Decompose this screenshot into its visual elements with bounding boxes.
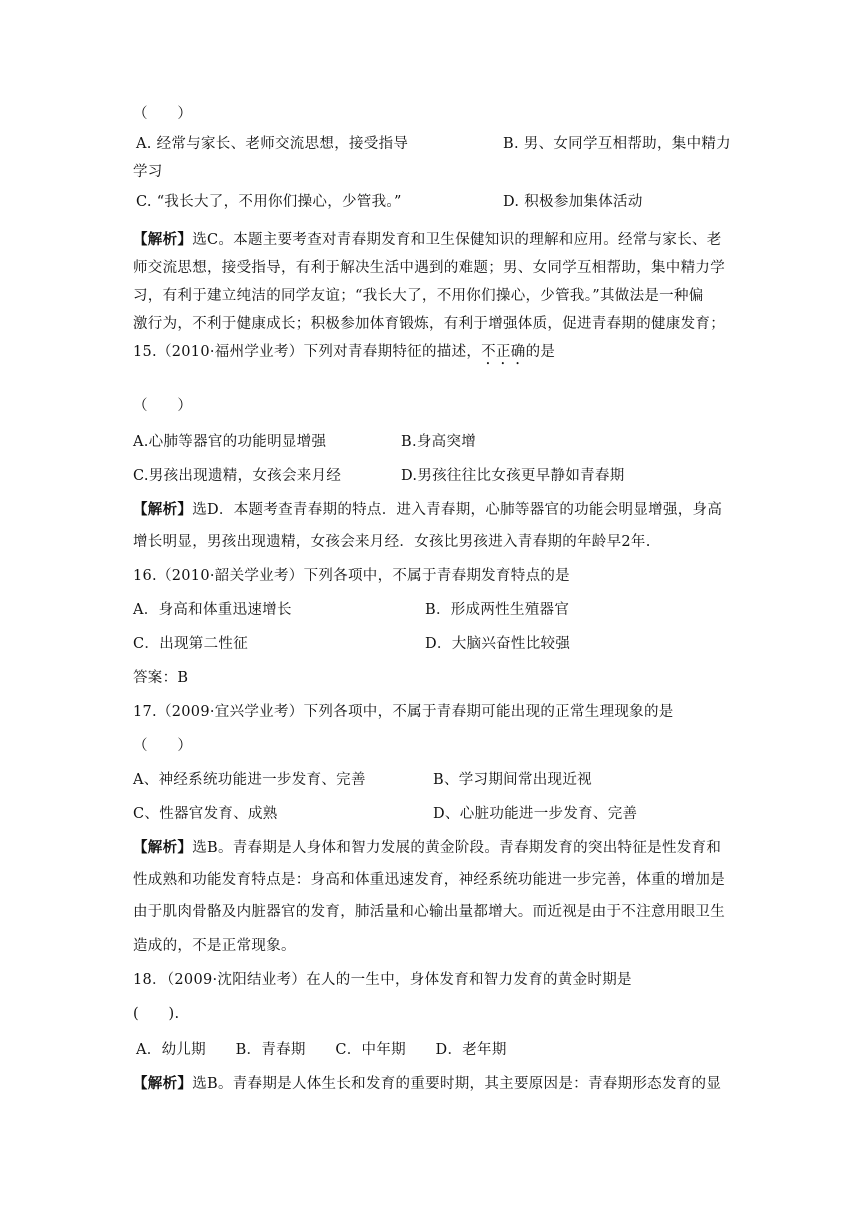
q17-explanation-line4: 造成的，不是正常现象。 (133, 938, 296, 954)
q17-option-b: B、学习期间常出现近视 (433, 772, 592, 788)
q17-stem: 17.（2009·宜兴学业考）下列各项中，不属于青春期可能出现的正常生理现象的是 (133, 704, 674, 720)
q15-emphasis: 不正确 (481, 344, 526, 360)
q16-option-a: A．身高和体重迅速增长 (133, 602, 292, 618)
q17-explanation-line2: 性成熟和功能发育特点是：身高和体重迅速发育，神经系统功能进一步完善，体重的增加是 (133, 872, 725, 888)
q14-paren: （ ） (133, 106, 193, 122)
q15-option-c: C.男孩出现遗精，女孩会来月经 (133, 468, 342, 484)
q14-exp-text-1: 选C。本题主要考查对青春期发育和卫生保健知识的理解和应用。经常与家长、老 (192, 232, 722, 248)
q14-option-b-cont: 学习 (133, 164, 163, 180)
q17-option-d: D、心脏功能进一步发育、完善 (433, 806, 638, 822)
q14-explanation-line1 (133, 230, 722, 250)
q15-paren: （ ） (133, 398, 193, 414)
q17-exp-text-1: 选B。青春期是人身体和智力发展的黄金阶段。青春期发育的突出特征是性发育和 (192, 840, 722, 856)
q14-option-b: B. 男、女同学互相帮助，集中精力 (503, 136, 731, 152)
q15-exp-text-1: 选D．本题考查青春期的特点．进入青春期，心肺等器官的功能会明显增强，身高 (192, 502, 723, 518)
q16-option-b: B．形成两性生殖器官 (425, 602, 570, 618)
q17-paren: （ ） (133, 738, 193, 754)
q15-explanation-line1 (133, 500, 722, 520)
q18-exp-text-1: 选B。青春期是人体生长和发育的重要时期，其主要原因是：青春期形态发育的显 (192, 1076, 722, 1092)
q14-explanation-line4: 激行为，不利于健康成长；积极参加体育锻炼，有利于增强体质，促进青春期的健康发育； (133, 316, 725, 332)
explanation-tag: 【解析】 (133, 839, 193, 856)
q14-explanation-line3: 习，有利于建立纯洁的同学友谊；“我长大了，不用你们操心，少管我。”其做法是一种偏 (133, 288, 704, 304)
q16-option-d: D．大脑兴奋性比较强 (425, 636, 571, 652)
q17-option-c: C、性器官发育、成熟 (133, 806, 278, 822)
q17-explanation-line3: 由于肌肉骨骼及内脏器官的发育，肺活量和心输出量都增大。而近视是由于不注意用眼卫生 (133, 904, 725, 920)
q18-explanation-line1 (133, 1074, 721, 1094)
explanation-tag: 【解析】 (133, 501, 193, 518)
q18-stem: 18．（2009·沈阳结业考）在人的一生中，身体发育和智力发育的黄金时期是 (133, 972, 632, 988)
q18-paren: ( ). (133, 1006, 180, 1022)
q17-explanation-line1 (133, 838, 721, 858)
q14-option-d: D. 积极参加集体活动 (503, 194, 643, 210)
q16-answer: 答案：B (133, 670, 189, 686)
q15-option-a: A.心肺等器官的功能明显增强 (133, 434, 327, 450)
explanation-tag: 【解析】 (133, 231, 193, 248)
q15-stem-end: 的是 (525, 344, 556, 360)
q14-option-a: A. 经常与家长、老师交流思想，接受指导 (136, 136, 409, 152)
q14-explanation-line2: 师交流思想，接受指导，有利于解决生活中遇到的难题；男、女同学互相帮助，集中精力学 (133, 260, 725, 276)
q16-option-c: C．出现第二性征 (133, 636, 248, 652)
q18-options: A．幼儿期 B．青春期 C．中年期 D．老年期 (136, 1042, 507, 1058)
explanation-tag: 【解析】 (133, 1075, 193, 1092)
q15-stem-text: 15.（2010·福州学业考）下列对青春期特征的描述， (133, 344, 482, 360)
q15-explanation-line2: 增长明显，男孩出现遗精，女孩会来月经．女孩比男孩进入青春期的年龄早2年. (133, 534, 651, 550)
q17-option-a: A、神经系统功能进一步发育、完善 (133, 772, 366, 788)
q16-stem: 16.（2010·韶关学业考）下列各项中，不属于青春期发育特点的是 (133, 568, 570, 584)
q15-option-b: B.身高突增 (401, 434, 477, 450)
q15-option-d: D.男孩往往比女孩更早静如青春期 (401, 468, 625, 484)
q14-option-c: C. “我长大了，不用你们操心，少管我。” (136, 194, 402, 210)
q15-stem (133, 342, 555, 368)
